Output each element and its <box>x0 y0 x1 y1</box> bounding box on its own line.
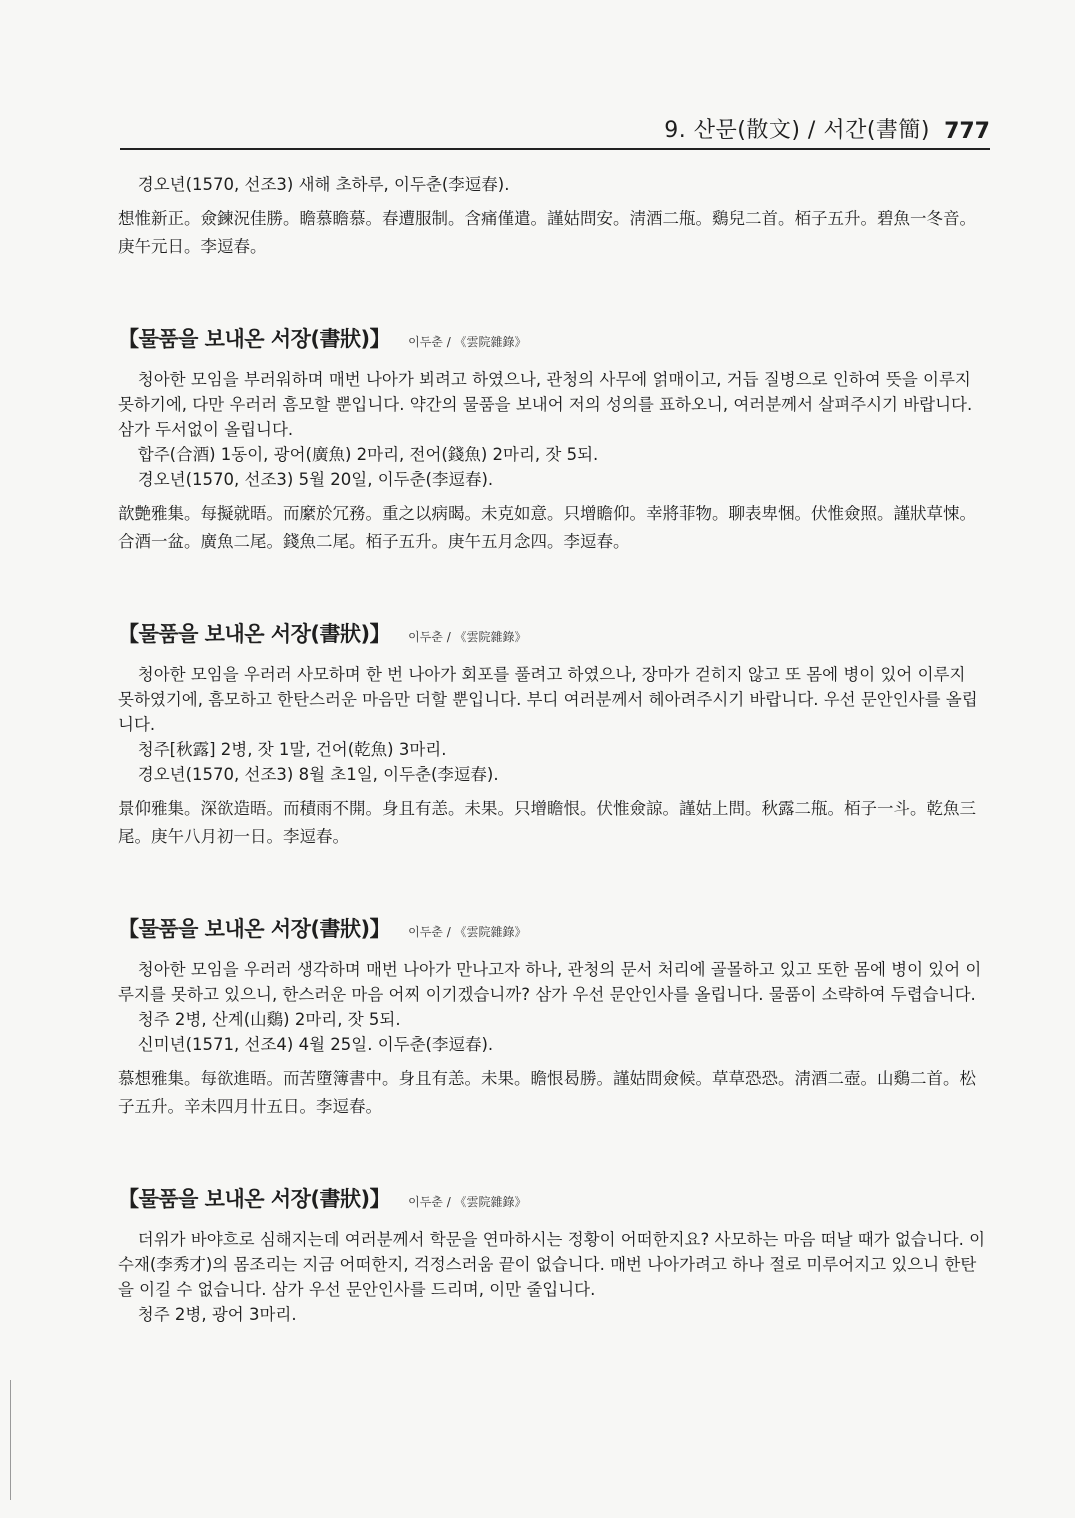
letter-3 <box>118 913 986 1121</box>
intro-date: 경오년(1570, 선조3) 새해 초하루, 이두춘(李逗春). <box>137 175 510 194</box>
letter-1 <box>118 323 986 556</box>
letter-source: 이두춘 / 《雲院雜錄》 <box>408 630 527 644</box>
intro-hanja: 想惟新正。僉鍊況佳勝。瞻慕瞻慕。春遭服制。含痛僅遣。謹姑問安。淸酒二甁。鷄兒二首。栢子五升。碧魚一冬音。庚午元日。李逗春。 <box>118 209 976 256</box>
letter-heading <box>118 618 986 648</box>
letter-hanja: 景仰雅集。深欲造晤。而積雨不開。身且有恙。未果。只增瞻恨。伏惟僉諒。謹姑上問。秋露二甁。栢子一斗。乾魚三尾。庚午八月初一日。李逗春。 <box>118 799 976 846</box>
letter-heading <box>118 913 986 943</box>
letter-title: 【물품을 보내온 서장(書狀)】 <box>118 1187 391 1211</box>
letter-heading <box>118 1183 986 1213</box>
page-content <box>118 172 986 1327</box>
letter-body: 청아한 모임을 우러러 생각하며 매번 나아가 만나고자 하나, 관청의 문서 처리에 골몰하고 있고 또한 몸에 병이 있어 이루지를 못하고 있으니, 한스러운 마음 어찌 이기겠습니까? 삼가 우선 문안인사를 올립니다. 물품이 소략하여 두렵습니다. <box>118 960 982 1004</box>
letter-source: 이두춘 / 《雲院雜錄》 <box>408 335 527 349</box>
letter-2 <box>118 618 986 851</box>
binding-edge-line <box>10 1380 11 1500</box>
letter-heading <box>118 323 986 353</box>
running-header <box>120 116 990 150</box>
intro-block <box>118 172 986 261</box>
letter-title: 【물품을 보내온 서장(書狀)】 <box>118 622 391 646</box>
letter-items: 청주 2병, 산계(山鷄) 2마리, 잣 5되. <box>137 1010 401 1029</box>
section-title: 9. 산문(散文) / 서간(書簡) <box>664 118 930 143</box>
letter-date: 경오년(1570, 선조3) 8월 초1일, 이두춘(李逗春). <box>137 765 499 784</box>
letter-items: 청주[秋露] 2병, 잣 1말, 건어(乾魚) 3마리. <box>137 740 447 759</box>
page-number: 777 <box>944 119 990 144</box>
letter-date: 신미년(1571, 선조4) 4월 25일. 이두춘(李逗春). <box>137 1035 494 1054</box>
letter-source: 이두춘 / 《雲院雜錄》 <box>408 1195 527 1209</box>
letter-date: 경오년(1570, 선조3) 5월 20일, 이두춘(李逗春). <box>137 470 494 489</box>
letter-4 <box>118 1183 986 1327</box>
letter-title: 【물품을 보내온 서장(書狀)】 <box>118 327 391 351</box>
letter-hanja: 慕想雅集。每欲進晤。而苦墮簿書中。身且有恙。未果。瞻恨曷勝。謹姑問僉候。草草恐恐。淸酒二壺。山鷄二首。松子五升。辛未四月卄五日。李逗春。 <box>118 1069 976 1116</box>
letter-items: 청주 2병, 광어 3마리. <box>137 1305 297 1324</box>
letter-body: 더위가 바야흐로 심해지는데 여러분께서 학문을 연마하시는 정황이 어떠한지요? 사모하는 마음 떠날 때가 없습니다. 이수재(李秀才)의 몸조리는 지금 어떠한지, 걱정스러움 끝이 없습니다. 매번 나아가려고 하나 절로 미루어지고 있으니 한탄을 이길 수 없습니다. 삼가 우선 문안인사를 드리며, 이만 줄입니다. <box>118 1230 986 1299</box>
letter-body: 청아한 모임을 우러러 사모하며 한 번 나아가 회포를 풀려고 하였으나, 장마가 걷히지 않고 또 몸에 병이 있어 이루지 못하였기에, 흠모하고 한탄스러운 마음만 더할 뿐입니다. 부디 여러분께서 헤아려주시기 바랍니다. 우선 문안인사를 올립니다. <box>118 665 978 734</box>
letter-title: 【물품을 보내온 서장(書狀)】 <box>118 917 391 941</box>
letter-source: 이두춘 / 《雲院雜錄》 <box>408 925 527 939</box>
letter-body: 청아한 모임을 부러워하며 매번 나아가 뵈려고 하였으나, 관청의 사무에 얽매이고, 거듭 질병으로 인하여 뜻을 이루지 못하기에, 다만 우러러 흠모할 뿐입니다. 약간의 물품을 보내어 저의 성의를 표하오니, 여러분께서 살펴주시기 바랍니다. 삼가 두서없이 올립니다. <box>118 370 973 439</box>
letter-items: 합주(合酒) 1동이, 광어(廣魚) 2마리, 전어(錢魚) 2마리, 잣 5되. <box>137 445 599 464</box>
letter-hanja: 歆艶雅集。每擬就晤。而縻於冗務。重之以病暍。未克如意。只增瞻仰。幸將菲物。聊表卑悃。伏惟僉照。謹狀草悚。合酒一盆。廣魚二尾。錢魚二尾。栢子五升。庚午五月念四。李逗春。 <box>118 504 976 551</box>
